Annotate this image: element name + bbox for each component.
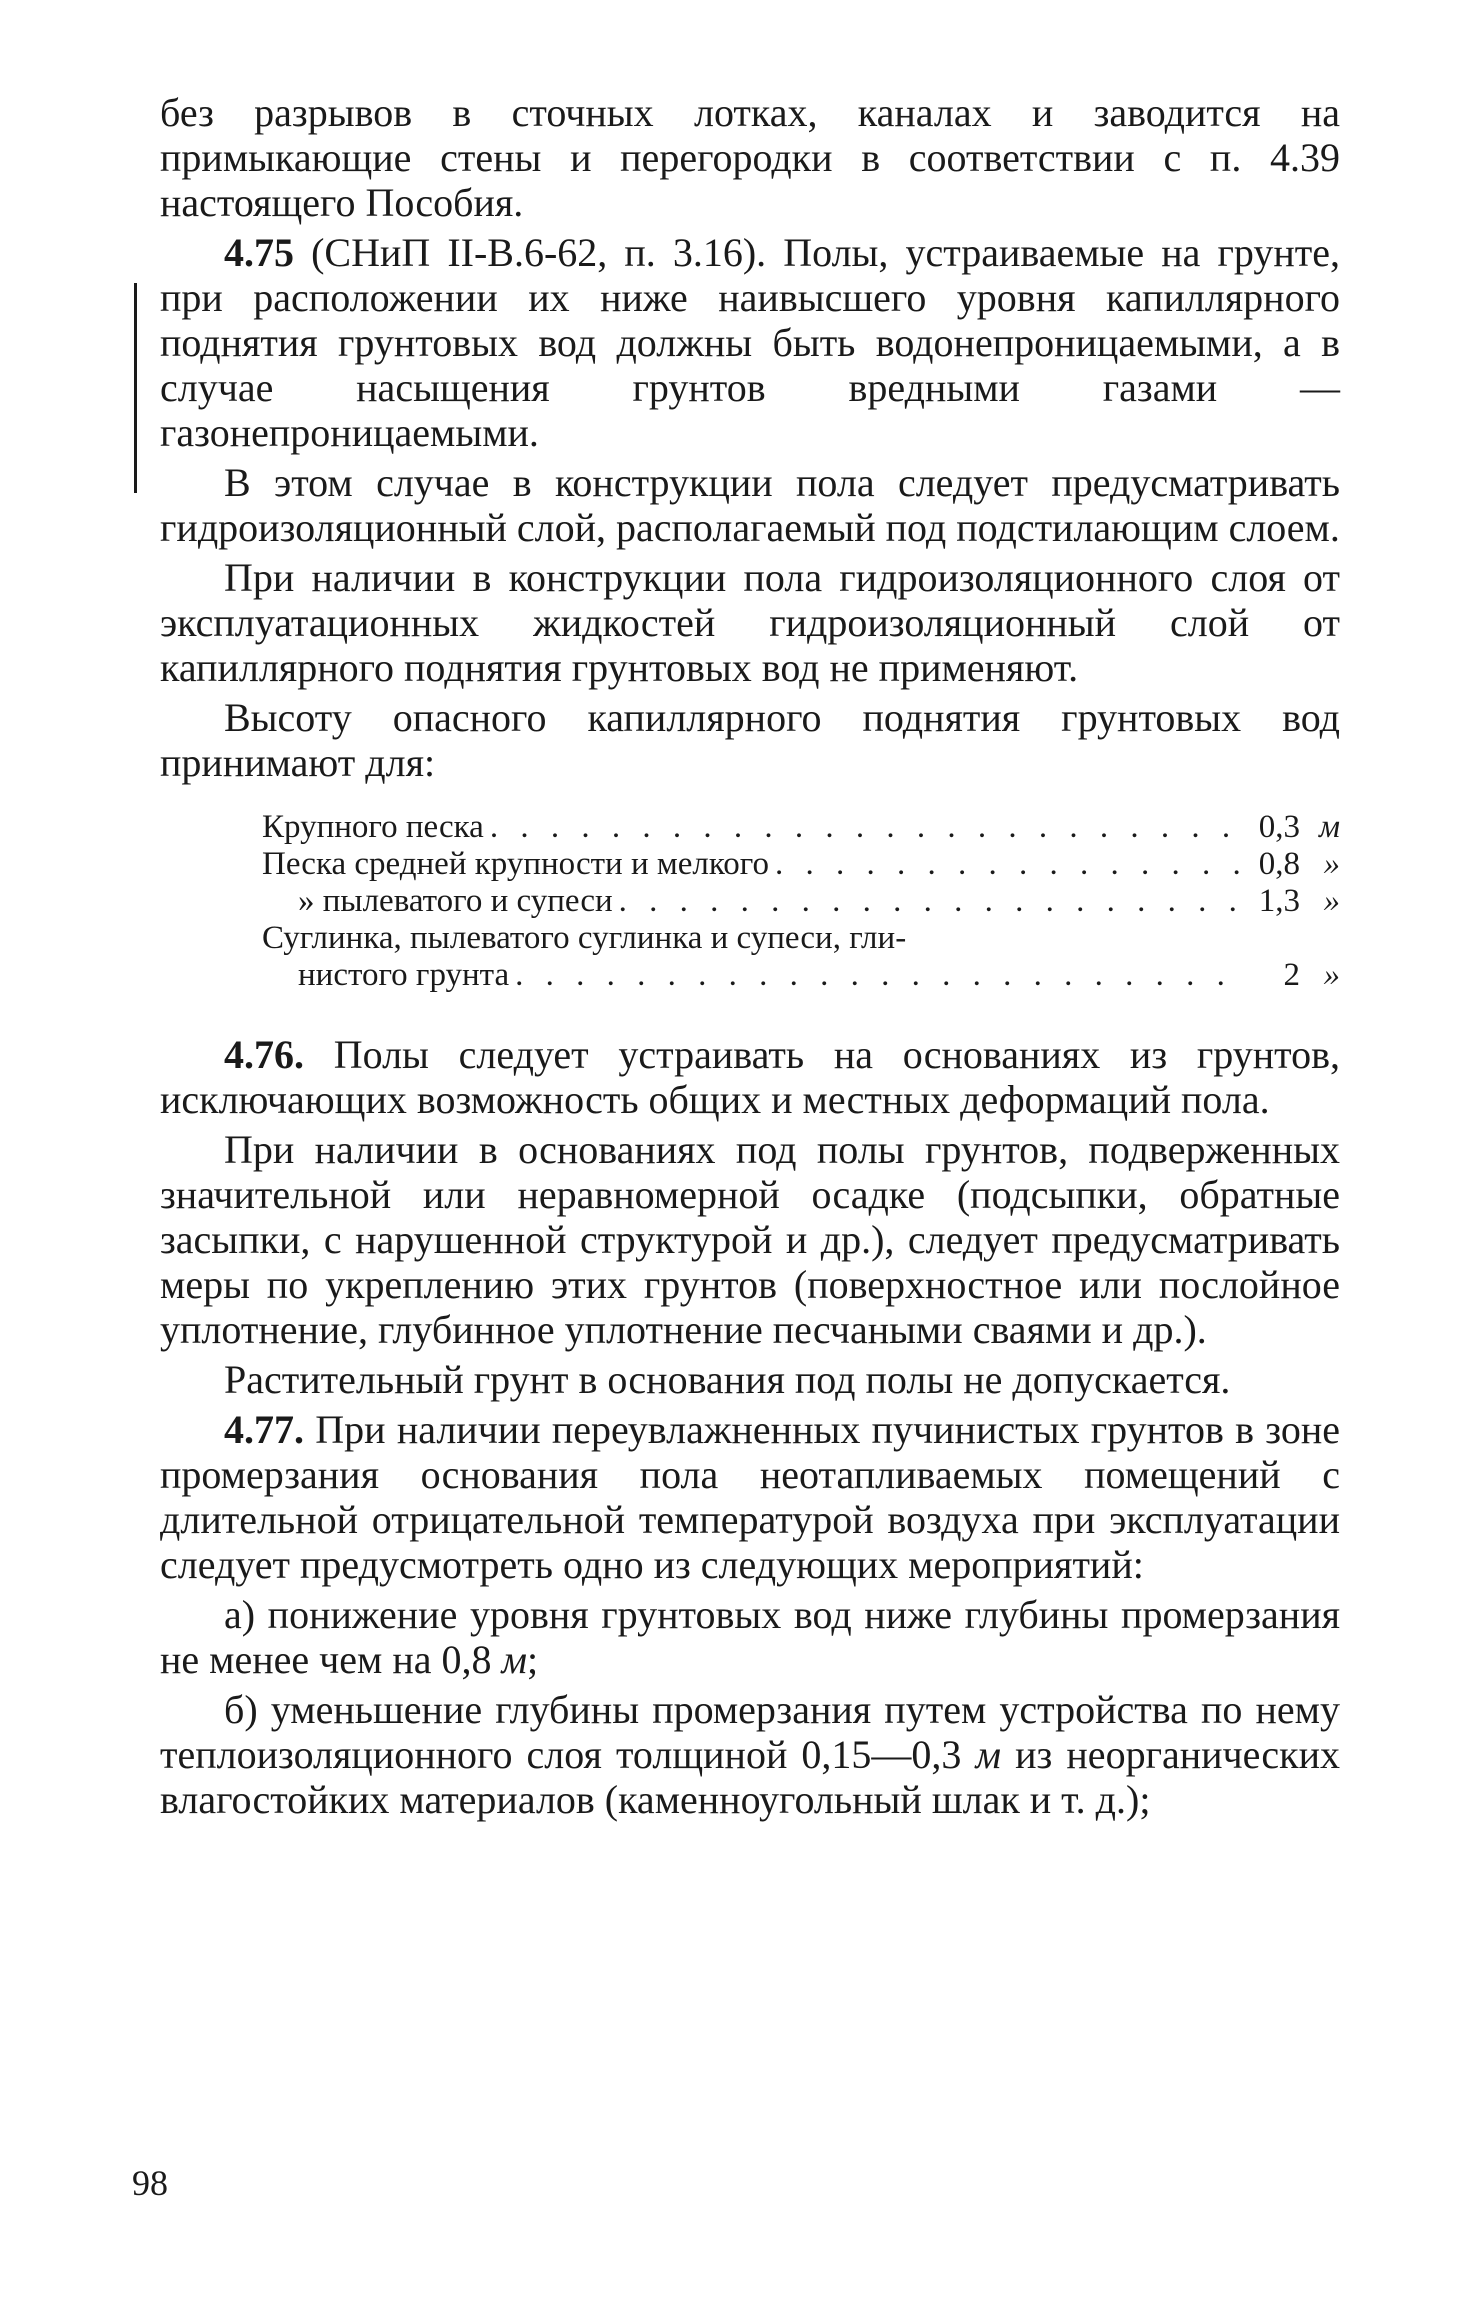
list-item <box>262 920 1340 957</box>
section-4-77 <box>160 1407 1340 1587</box>
height-value: 1,3 <box>1258 883 1300 919</box>
section-4-76 <box>160 1032 1340 1122</box>
unit: м <box>975 1732 1002 1777</box>
paragraph-exploitation: При наличии в конструкции пола гидроизоляционного слоя от эксплуатационных жидкостей гидроизоляционный слой от капиллярного поднятия грунтовых вод не применяют. <box>160 555 1340 690</box>
soil-label: » пылеватого и супеси <box>298 883 613 919</box>
capillary-heights-list <box>160 809 1340 994</box>
list-item <box>262 809 1340 846</box>
soil-label: Суглинка, пылеватого суглинка и супеси, гли- <box>262 920 907 956</box>
height-unit: » <box>1323 846 1340 882</box>
leader-dots <box>484 809 1240 846</box>
height-unit: » <box>1323 957 1340 993</box>
section-text: (СНиП II-В.6-62, п. 3.16). Полы, устраиваемые на грунте, при расположении их ниже наивысшего уровня капиллярного поднятия грунтовых вод должны быть водонепроницаемыми, а в случае насыщения грунтов вредными газами — газонепроницаемыми. <box>160 230 1340 455</box>
list-item <box>262 846 1340 883</box>
page-text <box>160 90 1340 1822</box>
paragraph-vegetable-soil: Растительный грунт в основания под полы не допускается. <box>224 1357 1231 1402</box>
unit: м <box>501 1637 528 1682</box>
section-number: 4.76. <box>224 1032 304 1077</box>
height-unit: м <box>1318 809 1340 845</box>
soil-label: Песка средней крупности и мелкого <box>262 846 769 882</box>
height-value: 0,3 <box>1258 809 1300 845</box>
paragraph-heights-intro: Высоту опасного капиллярного поднятия грунтовых вод принимают для: <box>160 695 1340 785</box>
section-text: При наличии переувлажненных пучинистых грунтов в зоне промерзания основания пола неотапливаемых помещений с длительной отрицательной температурой воздуха при эксплуатации следует предусмотреть одно из следующих мероприятий: <box>160 1407 1340 1587</box>
measure-b <box>160 1687 1340 1822</box>
height-unit: » <box>1323 883 1340 919</box>
soil-label-continuation: нистого грунта <box>298 957 510 993</box>
list-item <box>262 957 1340 994</box>
leader-dots <box>509 957 1240 994</box>
measure-text-end: из неорганических влагостойких материалов (каменноугольный шлак и т. д.); <box>160 1732 1340 1822</box>
leader-dots <box>613 883 1240 920</box>
section-number: 4.75 <box>224 230 294 275</box>
list-item <box>262 883 1340 920</box>
measure-tail: ; <box>527 1637 539 1682</box>
height-value: 2 <box>1283 957 1300 993</box>
page-number: 98 <box>132 2163 168 2203</box>
measure-text: а) понижение уровня грунтовых вод ниже глубины промерзания не менее чем на 0,8 <box>160 1592 1340 1682</box>
section-4-75 <box>160 230 1340 455</box>
measure-text: б) уменьшение глубины промерзания путем устройства по нему теплоизоляционного слоя толщиной 0,15—0,3 <box>160 1687 1340 1777</box>
paragraph-settlement: При наличии в основаниях под полы грунтов, подверженных значительной или неравномерной осадке (подсыпки, обратные засыпки, с нарушенной структурой и др.), следует предусматривать меры по укреплению этих грунтов (поверхностное или послойное уплотнение, глубинное уплотнение песчаными сваями и др.). <box>160 1127 1340 1352</box>
leader-dots <box>769 846 1240 883</box>
paragraph-hydro-layer: В этом случае в конструкции пола следует предусматривать гидроизоляционный слой, располагаемый под подстилающим слоем. <box>160 460 1340 550</box>
paragraph-continuation: без разрывов в сточных лотках, каналах и заводится на примыкающие стены и перегородки в соответствии с п. 4.39 настоящего Пособия. <box>160 90 1340 225</box>
section-text: Полы следует устраивать на основаниях из грунтов, исключающих возможность общих и местных деформаций пола. <box>160 1032 1340 1122</box>
measure-a <box>160 1592 1340 1682</box>
soil-label: Крупного песка <box>262 809 484 845</box>
revision-bar <box>134 283 137 493</box>
section-number: 4.77. <box>224 1407 304 1452</box>
height-value: 0,8 <box>1258 846 1300 882</box>
